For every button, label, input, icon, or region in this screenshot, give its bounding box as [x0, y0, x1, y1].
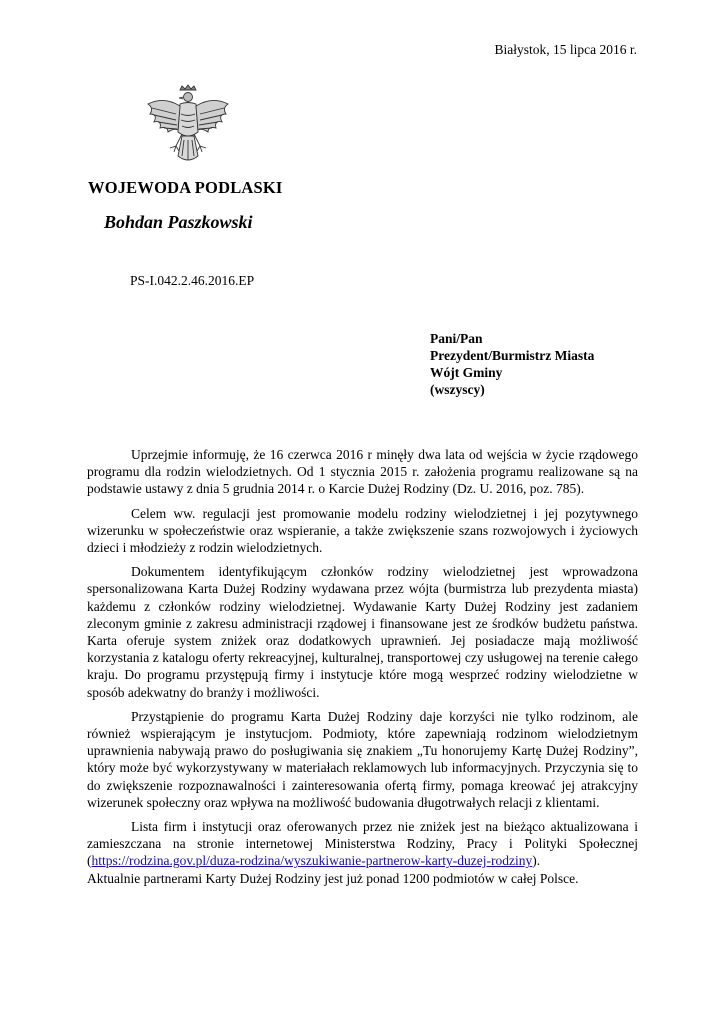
addressee-line: Prezydent/Burmistrz Miasta — [430, 348, 595, 363]
letter-body — [87, 446, 638, 887]
body-paragraph: Przystąpienie do programu Karta Dużej Rodziny daje korzyści nie tylko rodzinom, ale również wspierającym je instytucjom. Podmioty, które zapewniają rodzinom wielodzietnym uprawnienia nabywają prawo do posługiwania się znakiem „Tu honorujemy Kartę Dużej Rodziny”, który może być wykorzystywany w materiałach reklamowych lub informacyjnych. Przyczynia się to do zwiększenie rozpoznawalności i zainteresowania ofertą firmy, pomaga kreować jej atrakcyjny wizerunek społeczny oraz wpływa na możliwość budowania długotrwałych relacji z klientami. — [87, 708, 638, 810]
place-date: Białystok, 15 lipca 2016 r. — [494, 42, 637, 57]
signatory-name: Bohdan Paszkowski — [104, 212, 253, 232]
addressee-line: Pani/Pan — [430, 331, 483, 346]
addressee-block — [430, 330, 594, 398]
partners-link[interactable]: https://rodzina.gov.pl/duza-rodzina/wyszukiwanie-partnerow-karty-duzej-rodziny — [91, 853, 533, 869]
office-title: WOJEWODA PODLASKI — [88, 178, 283, 197]
body-text: ). — [532, 853, 541, 869]
addressee-line: (wszyscy) — [430, 382, 485, 397]
body-text: Lista firm i instytucji oraz oferowanych przez nie zniżek jest na bieżąco aktualizowana i zamieszczana na stronie internetowej Ministerstwa Rodziny, Pracy i Polityki Społecznej ( — [87, 819, 638, 869]
body-paragraph: Celem ww. regulacji jest promowanie modelu rodziny wielodzietnej i jej pozytywnego wizerunku w społeczeństwie oraz wspieranie, a także zwiększenie szans rozwojowych i życiowych dzieci i młodzieży z rodzin wielodzietnych. — [87, 505, 638, 556]
closing-line: Aktualnie partnerami Karty Dużej Rodziny jest już ponad 1200 podmiotów w całej Polsce. — [87, 870, 579, 886]
polish-eagle-emblem-icon — [142, 84, 234, 170]
body-paragraph: Dokumentem identyfikującym członków rodziny wielodzietnej jest wprowadzona spersonalizowana Karta Dużej Rodziny wydawana przez wójta (burmistrza lub prezydenta miasta) każdemu z członków rodziny wielodzietnej. Wydawanie Karty Dużej Rodziny jest zadaniem zleconym gminie z zakresu administracji rządowej i finansowane jest ze środków budżetu państwa. Karta oferuje system zniżek oraz dodatkowych uprawnień. Jej posiadacze mają możliwość korzystania z katalogu oferty rekreacyjnej, kulturalnej, transportowej czy usługowej na terenie całego kraju. Do programu przystępują firmy i instytucje które mogą wesprzeć rodziny wielodzietne w sposób adekwatny do branży i możliwości. — [87, 564, 638, 700]
reference-number: PS-I.042.2.46.2016.EP — [130, 273, 255, 288]
body-paragraph — [87, 818, 638, 870]
body-paragraph: Uprzejmie informuję, że 16 czerwca 2016 r minęły dwa lata od wejścia w życie rządowego programu dla rodzin wielodzietnych. Od 1 stycznia 2015 r. założenia programu realizowane są na podstawie ustawy z dnia 5 grudnia 2014 r. o Karcie Dużej Rodziny (Dz. U. 2016, poz. 785). — [87, 447, 638, 497]
addressee-line: Wójt Gminy — [430, 365, 503, 380]
